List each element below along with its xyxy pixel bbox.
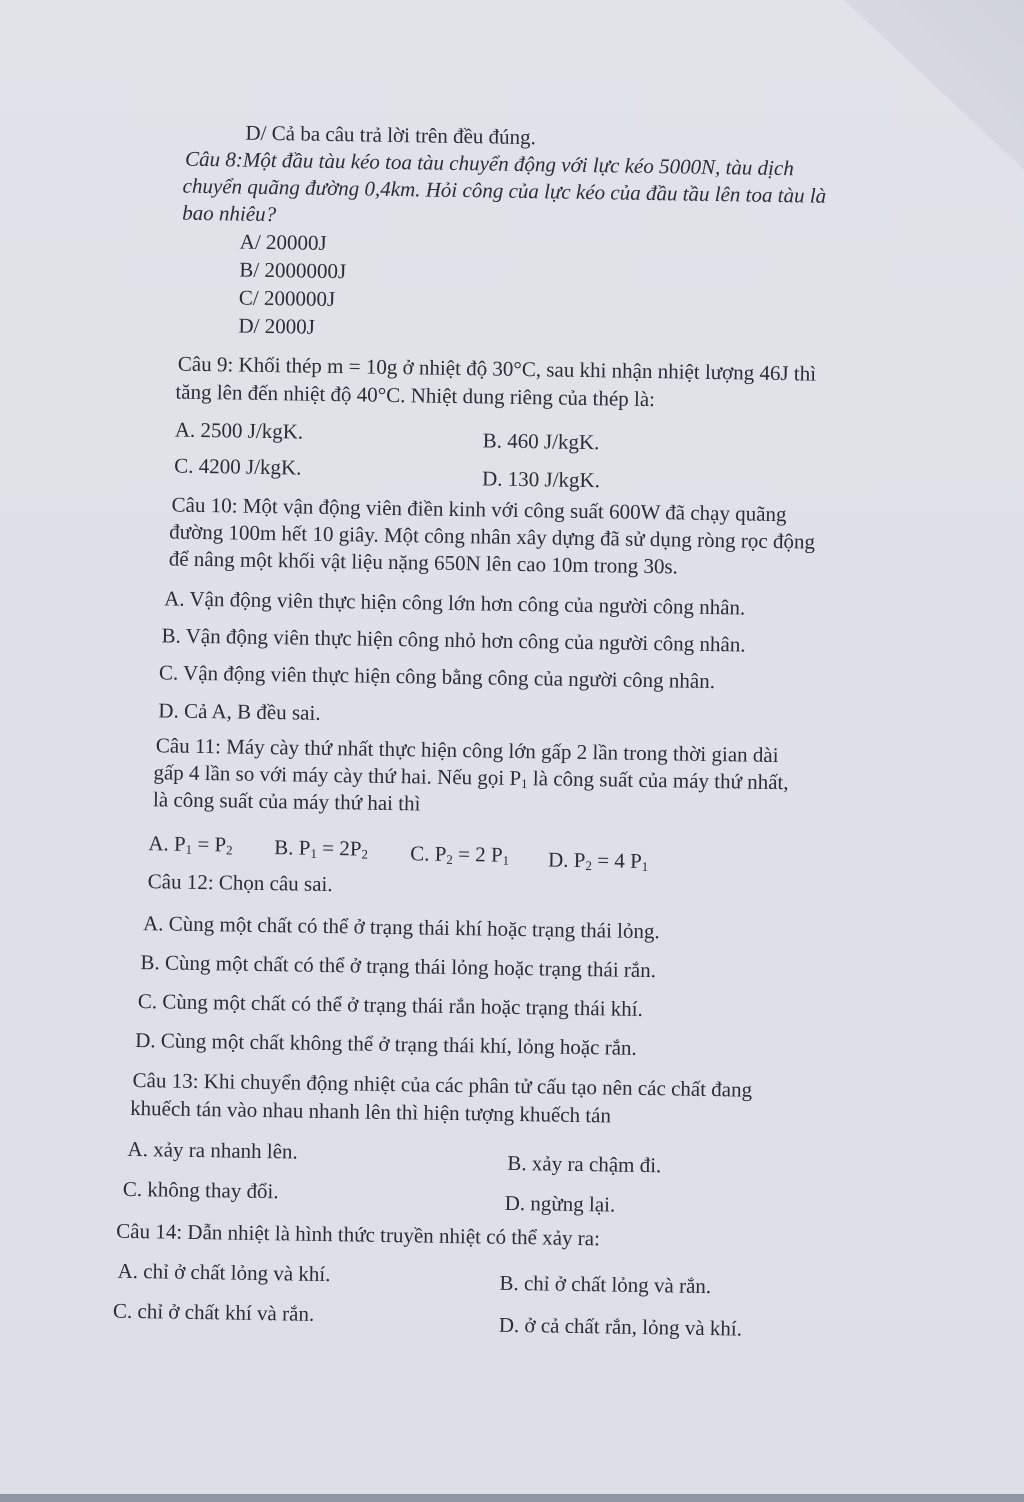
q11-line-2: gấp 4 lần so với máy cày thứ hai. Nếu gọi $P_1$ là công suất của máy thứ nhất, xyxy=(153,760,789,795)
q9-option-b: B. 460 J/kgK. xyxy=(482,428,600,455)
q8-option-d: D/ 2000J xyxy=(238,313,316,339)
q9-line-2: tăng lên đến nhiệt độ 40°C. Nhiệt dung riêng của thép là: xyxy=(175,379,656,412)
q11-line-3: là công suất của máy thứ hai thì xyxy=(152,787,421,816)
q12-option-a: A. Cùng một chất có thể ở trạng thái khí hoặc trạng thái lỏng. xyxy=(142,911,660,944)
q8-option-a: A/ 20000J xyxy=(239,229,327,255)
q10-option-a: A. Vận động viên thực hiện công lớn hơn công của người công nhân. xyxy=(163,586,746,620)
q10-option-d: D. Cả A, B đều sai. xyxy=(158,698,321,725)
q10-line-3: để nâng một khối vật liệu nặng 650N lên cao 10m trong 30s. xyxy=(168,546,679,579)
q12-option-c: C. Cùng một chất có thể ở trạng thái rắn hoặc trạng thái khí. xyxy=(137,989,644,1021)
q11-option-d: D. $P_2 = 4$ $P_1$ xyxy=(547,847,649,875)
q8-option-c: C/ 200000J xyxy=(238,285,336,312)
q13-option-b: B. xảy ra chậm đi. xyxy=(507,1150,662,1178)
q13-option-d: D. ngừng lại. xyxy=(504,1190,616,1217)
q8-line-3: bao nhiêu? xyxy=(182,200,277,227)
q14-line-1: Câu 14: Dẫn nhiệt là hình thức truyền nhiệt có thể xảy ra: xyxy=(116,1218,601,1251)
q12-line-1: Câu 12: Chọn câu sai. xyxy=(147,869,333,897)
q8-line-1: Câu 8:Một đầu tàu kéo toa tàu chuyển động với lực kéo 5000N, tàu dịch xyxy=(184,146,795,181)
q11-option-a: A. $P_1 = P_2$ xyxy=(148,831,233,858)
q14-option-a: A. chỉ ở chất lỏng và khí. xyxy=(117,1258,331,1287)
q10-line-1: Câu 10: Một vận động viên điền kinh với công suất 600W đã chạy quãng xyxy=(171,492,787,527)
q9-line-1: Câu 9: Khối thép m = 10g ở nhiệt độ 30°C, sau khi nhận nhiệt lượng 46J thì xyxy=(177,351,817,386)
q12-option-d: D. Cùng một chất không thể ở trạng thái khí, lỏng hoặc rắn. xyxy=(135,1027,637,1060)
q13-option-c: C. không thay đổi. xyxy=(122,1176,279,1204)
q9-option-a: A. 2500 J/kgK. xyxy=(174,417,304,444)
q11-option-c: C. $P_2 = 2$ $P_1$ xyxy=(410,841,510,868)
q12-option-b: B. Cùng một chất có thể ở trạng thái lỏng hoặc trạng thái rắn. xyxy=(140,950,657,983)
q11-line-1: Câu 11: Máy cày thứ nhất thực hiện công lớn gấp 2 lần trong thời gian dài xyxy=(155,733,779,768)
q11-option-b: B. $P_1 = 2P_2$ xyxy=(274,835,369,862)
q14-option-c: C. chỉ ở chất khí và rắn. xyxy=(112,1298,315,1326)
q13-option-a: A. xảy ra nhanh lên. xyxy=(127,1136,298,1164)
q9-option-c: C. 4200 J/kgK. xyxy=(174,453,302,480)
q8-line-2: chuyển quãng đường 0,4km. Hỏi công của lực kéo của đầu tầu lên toa tàu là xyxy=(182,173,827,208)
q13-line-2: khuếch tán vào nhau nhanh lên thì hiện tượng khuếch tán xyxy=(129,1095,612,1128)
q10-option-c: C. Vận động viên thực hiện công bằng công của người công nhân. xyxy=(158,660,716,694)
q9-option-d: D. 130 J/kgK. xyxy=(481,466,601,493)
q7-option-d: D/ Cả ba câu trả lời trên đều đúng. xyxy=(245,120,537,150)
q14-option-d: D. ở cả chất rắn, lỏng và khí. xyxy=(498,1312,743,1341)
q14-option-b: B. chỉ ở chất lỏng và rắn. xyxy=(499,1270,712,1299)
q8-option-b: B/ 2000000J xyxy=(239,257,347,284)
q13-line-1: Câu 13: Khi chuyển động nhiệt của các phân tử cấu tạo nên các chất đang xyxy=(132,1067,753,1102)
q10-line-2: đường 100m hết 10 giây. Một công nhân xây dựng đã sử dụng ròng rọc động xyxy=(169,519,816,554)
q10-option-b: B. Vận động viên thực hiện công nhỏ hơn công của người công nhân. xyxy=(161,623,746,657)
